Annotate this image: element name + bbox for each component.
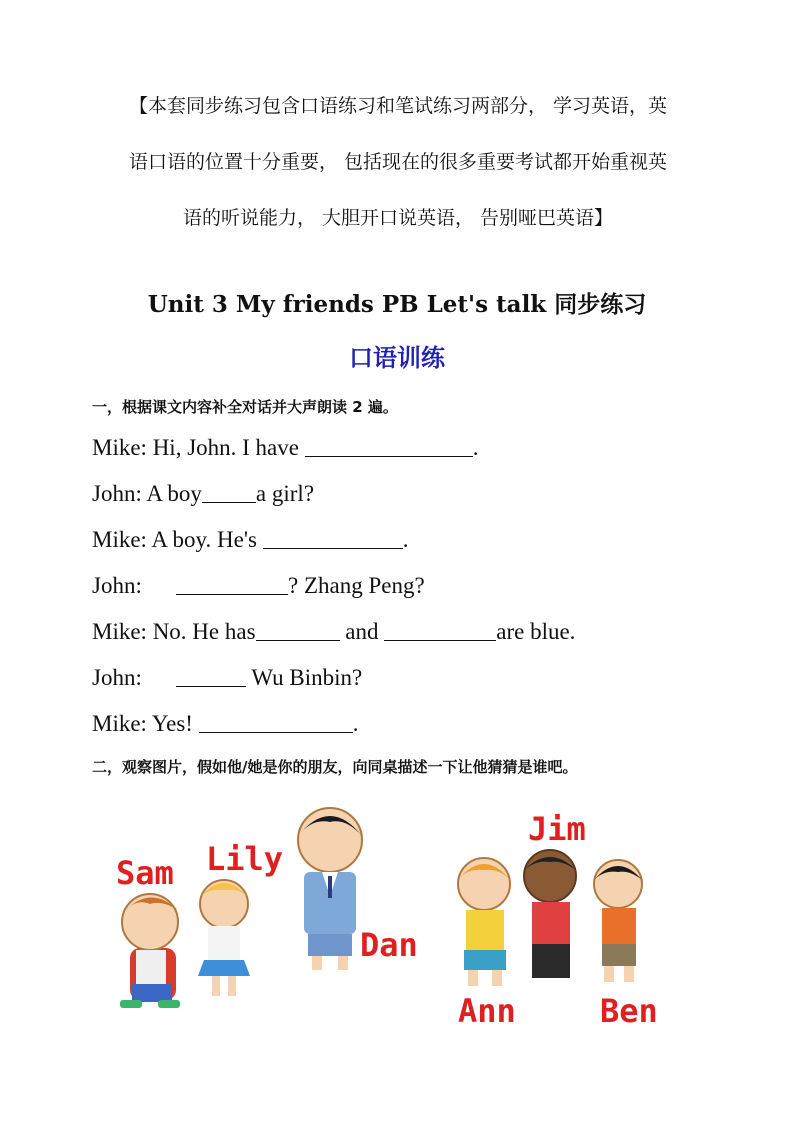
answer-blank[interactable] [263,522,403,549]
ann-figure [456,858,512,986]
answer-blank[interactable] [176,660,246,687]
line-text: Mike: Yes! [92,711,199,736]
line-text: are blue. [496,619,576,644]
dialogue [92,428,732,750]
line-text: . [472,435,479,460]
line-text: John: [92,665,142,690]
line-text: . [402,527,409,552]
question-1-heading: 一，根据课文内容补全对话并大声朗读 2 遍。 [92,398,398,416]
dialogue-line-4 [92,566,732,612]
line-text: ? Zhang Peng? [288,573,425,598]
dan-figure [298,808,362,970]
intro-line-1: 【本套同步练习包含口语练习和笔试练习两部分， 学习英语，英 [128,95,668,117]
dialogue-line-6 [92,658,732,704]
dialogue-line-3 [92,520,732,566]
line-text: John: [92,573,142,598]
answer-blank[interactable] [384,614,496,641]
name-label-ben: Ben [600,992,658,1030]
question-2-heading: 二，观察图片，假如他/她是你的朋友，向同桌描述一下让他猜猜是谁吧。 [92,758,578,776]
line-text: John: A boy [92,481,202,506]
answer-blank[interactable] [202,476,256,503]
intro-paragraph [88,78,708,246]
line-text: . [352,711,359,736]
line-text: Wu Binbin? [246,665,363,690]
name-label-dan: Dan [360,926,418,964]
answer-blank[interactable] [305,430,473,457]
intro-line-2: 语口语的位置十分重要， 包括现在的很多重要考试都开始重视英 [128,151,668,173]
line-text: Mike: A boy. He's [92,527,263,552]
name-label-ann: Ann [458,992,516,1030]
unit-title: Unit 3 My friends PB Let's talk 同步练习 [147,291,647,318]
dialogue-line-5 [92,612,732,658]
intro-line-3: 语的听说能力， 大胆开口说英语， 告别哑巴英语】 [182,207,614,229]
line-text: Mike: Hi, John. I have [92,435,305,460]
name-label-sam: Sam [116,854,174,892]
line-text: Mike: No. He has [92,619,256,644]
dialogue-line-7 [92,704,732,750]
dialogue-line-1 [92,428,732,474]
dialogue-line-2 [92,474,732,520]
name-label-jim: Jim [528,810,586,848]
sam-figure [120,894,180,1008]
friends-illustration [100,800,700,1040]
line-text: and [339,619,385,644]
line-text: a girl? [255,481,315,506]
name-label-lily: Lily [206,840,284,878]
answer-blank[interactable] [256,614,340,641]
lily-figure [198,880,250,996]
answer-blank[interactable] [176,568,288,595]
section-title: 口语训练 [349,344,445,372]
answer-blank[interactable] [199,706,353,733]
jim-figure [524,850,576,978]
ben-figure [594,860,642,982]
